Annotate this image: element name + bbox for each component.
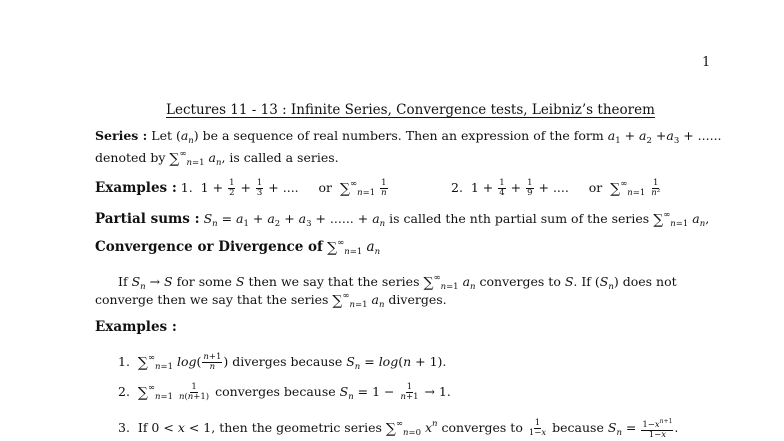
examples-line: Examples : 1. 1 + $\frac{1}{2}$ + $\frac{1}{3}$ + .... or $\sum^\infty_{n=1}$ $\frac{1}{n}$: [95, 178, 387, 198]
convergence-heading: Convergence or Divergence of $\sum^\infty_{n=1}$ $a_n$: [95, 238, 381, 257]
series-definition-line-1: Series : Let $(a_n)$ be a sequence of real numbers. Then an expression of the form $a_1 + a_2 +a_3$ + ......: [95, 128, 722, 146]
page-number: 1: [702, 55, 711, 70]
partial-sums-label: Partial sums :: [95, 211, 200, 227]
convergence-paragraph-line-1: If $S_n \to S$ for some S then we say that the series $\sum^\infty_{n=1}$ $a_n$ converges to S. If $(S_n)$ does not: [118, 273, 677, 292]
example-list-item: 2. $\sum^\infty_{n=1}$ $\frac{1}{n(n+1)}$ converges because $S_n = 1$ − $\frac{1}{n+1}$ → 1.: [118, 382, 451, 402]
convergence-paragraph-line-2: converge then we say that the series $\sum^\infty_{n=1}$ $a_n$ diverges.: [95, 291, 447, 310]
examples-label-2: Examples :: [95, 319, 177, 335]
lecture-title: Lectures 11 - 13 : Infinite Series, Convergence tests, Leibniz’s theorem: [166, 102, 655, 118]
example-2: 2. 1 + $\frac{1}{4}$ + $\frac{1}{9}$ + .... or $\sum^\infty_{n=1}$ $\frac{1}{\text{n²}}$: [451, 178, 661, 198]
partial-sums-line: Partial sums : $S_n = a_1 + a_2 + a_3$ + ...... + $a_n$ is called the nth partial sum of the series $\sum^\infty_{n=1}$ $a_n$,: [95, 210, 710, 229]
series-definition-line-2: denoted by $\sum^\infty_{n=1}$ $a_n$, is called a series.: [95, 149, 339, 168]
examples-label-1: Examples :: [95, 180, 177, 196]
example-list-item: 3. If 0 < x < 1, then the geometric series $\sum^\infty_{n=0}$ $x^n$ converges to $\frac{1}{1-x}$ because $S_n$ = $\frac{1-x^{n+1}}{1-x}$ .: [118, 418, 679, 440]
series-label: Series :: [95, 128, 148, 143]
example-list-item: 1. $\sum^\infty_{n=1}$ log( $\frac{n+1}{n}$ ) diverges because $S_n = \log(n + 1)$.: [118, 352, 447, 372]
